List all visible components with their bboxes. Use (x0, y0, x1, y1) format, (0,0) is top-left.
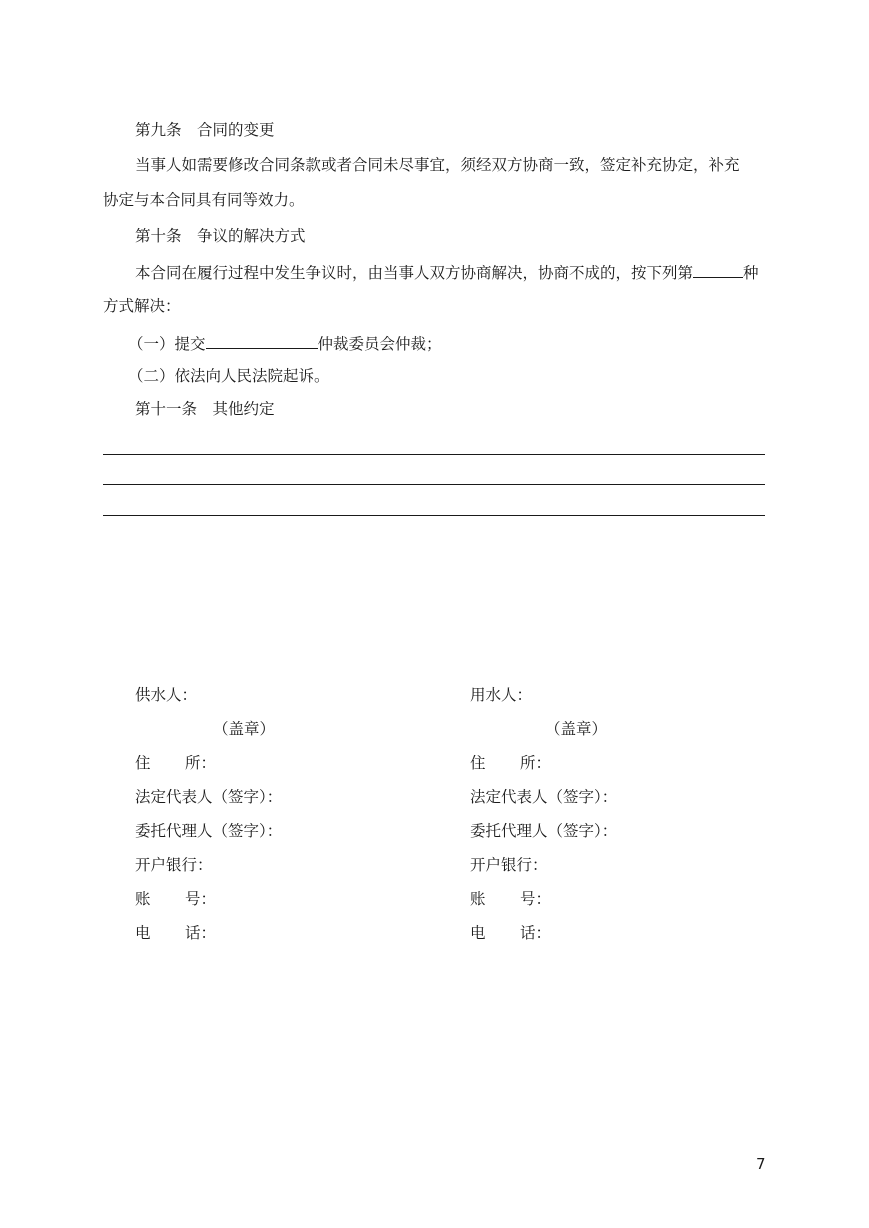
user-account (470, 888, 800, 922)
user-agent: 委托代理人（签字）： (470, 822, 618, 840)
user-phone-label: 话： (520, 924, 552, 942)
supplier-legal-rep: 法定代表人（签字）： (135, 788, 283, 806)
supplier-account (135, 888, 465, 922)
article9-body-line1: 当事人如需要修改合同条款或者合同未尽事宜，须经双方协商一致，签定补充协定，补充 (135, 156, 740, 174)
user-address-char: 住 (470, 754, 486, 772)
user-phone (470, 922, 800, 956)
supplier-phone (135, 922, 465, 956)
supplier-address (135, 752, 465, 786)
supplier-phone-label: 话： (185, 924, 217, 942)
arbitration-committee-blank[interactable] (206, 331, 318, 349)
supplier-title: 供水人： (135, 686, 198, 704)
article10-heading: 第十条 争议的解决方式 (135, 227, 306, 245)
supplier-account-char: 账 (135, 890, 151, 908)
user-account-label: 号： (520, 890, 552, 908)
article9-heading: 第九条 合同的变更 (135, 121, 275, 139)
user-bank: 开户银行： (470, 856, 548, 874)
page-number: 7 (756, 1155, 766, 1173)
article9-body-line2: 协定与本合同具有同等效力。 (103, 191, 305, 209)
article10-body-line2: 方式解决： (103, 297, 181, 315)
supplier-address-label: 所： (185, 754, 217, 772)
other-terms-line-1[interactable] (103, 454, 765, 455)
supplier-account-label: 号： (185, 890, 217, 908)
method-number-blank[interactable] (693, 260, 743, 278)
user-legal-rep: 法定代表人（签字）： (470, 788, 618, 806)
article11-heading: 第十一条 其他约定 (135, 400, 275, 418)
supplier-bank: 开户银行： (135, 856, 213, 874)
option1-text: （一）提交 (128, 335, 206, 353)
supplier-agent: 委托代理人（签字）： (135, 822, 283, 840)
user-title: 用水人： (470, 686, 533, 704)
article10-option2: （二）依法向人民法院起诉。 (128, 367, 330, 385)
other-terms-line-2[interactable] (103, 484, 765, 485)
user-account-char: 账 (470, 890, 486, 908)
user-address (470, 752, 800, 786)
user-phone-char: 电 (470, 924, 486, 942)
supplier-signature-block (135, 684, 465, 956)
user-address-label: 所： (520, 754, 552, 772)
supplier-seal: （盖章） (213, 720, 276, 738)
supplier-phone-char: 电 (135, 924, 151, 942)
option1-suffix: 仲裁委员会仲裁； (317, 335, 442, 353)
supplier-address-char: 住 (135, 754, 151, 772)
article10-body-line1-suffix: 种 (743, 264, 759, 282)
user-seal: （盖章） (545, 720, 608, 738)
article10-option1 (128, 331, 442, 355)
article10-body-line1 (135, 260, 759, 284)
article10-body-line1-text: 本合同在履行过程中发生争议时，由当事人双方协商解决，协商不成的，按下列第 (135, 264, 694, 282)
other-terms-line-3[interactable] (103, 515, 765, 516)
user-signature-block (470, 684, 800, 956)
